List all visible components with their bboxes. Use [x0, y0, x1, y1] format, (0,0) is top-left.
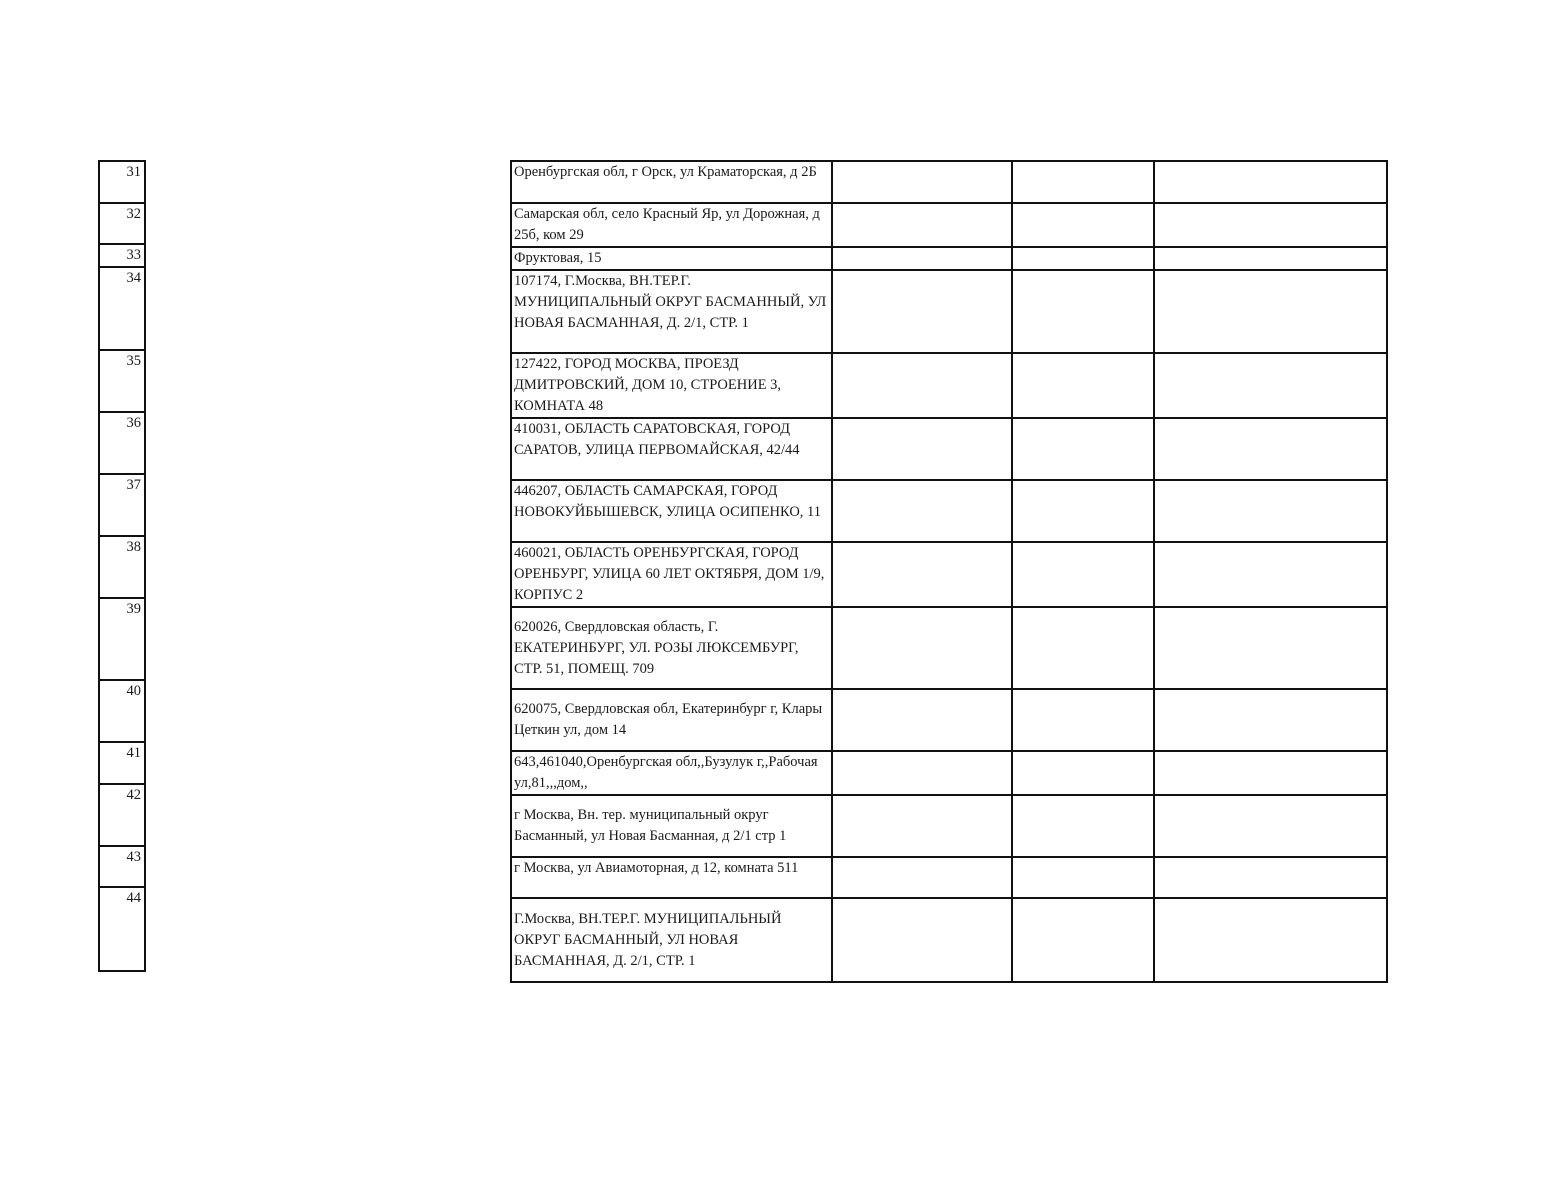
- table-row: [511, 898, 1387, 982]
- row-number: 41: [99, 742, 145, 784]
- empty-cell: [1012, 898, 1154, 982]
- empty-cell: [832, 751, 1012, 795]
- empty-cell: [1012, 353, 1154, 418]
- empty-cell: [1154, 857, 1387, 898]
- table-row: [511, 795, 1387, 857]
- empty-cell: [832, 270, 1012, 353]
- address-cell: 620075, Свердловская обл, Екатеринбург г, Клары Цеткин ул, дом 14: [511, 689, 832, 751]
- table-row: [99, 846, 145, 887]
- address-cell: г Москва, Вн. тер. муниципальный округ Басманный, ул Новая Басманная, д 2/1 стр 1: [511, 795, 832, 857]
- table-row: [511, 857, 1387, 898]
- table-row: [511, 542, 1387, 607]
- row-number: 38: [99, 536, 145, 598]
- address-cell: г Москва, ул Авиамоторная, д 12, комната 511: [511, 857, 832, 898]
- table-row: [99, 244, 145, 267]
- empty-cell: [832, 480, 1012, 542]
- row-number: 32: [99, 203, 145, 244]
- row-number: 34: [99, 267, 145, 350]
- empty-cell: [1154, 247, 1387, 270]
- empty-cell: [1012, 607, 1154, 689]
- empty-cell: [1012, 751, 1154, 795]
- row-number: 36: [99, 412, 145, 474]
- empty-cell: [832, 898, 1012, 982]
- table-row: [99, 598, 145, 680]
- table-row: [511, 203, 1387, 247]
- empty-cell: [832, 161, 1012, 203]
- empty-cell: [1012, 480, 1154, 542]
- empty-cell: [1154, 689, 1387, 751]
- empty-cell: [832, 857, 1012, 898]
- empty-cell: [1012, 795, 1154, 857]
- table-row: [99, 267, 145, 350]
- address-cell: 410031, ОБЛАСТЬ САРАТОВСКАЯ, ГОРОД САРАТОВ, УЛИЦА ПЕРВОМАЙСКАЯ, 42/44: [511, 418, 832, 480]
- empty-cell: [832, 353, 1012, 418]
- address-cell: Оренбургская обл, г Орск, ул Краматорская, д 2Б: [511, 161, 832, 203]
- empty-cell: [1154, 607, 1387, 689]
- address-cell: 460021, ОБЛАСТЬ ОРЕНБУРГСКАЯ, ГОРОД ОРЕНБУРГ, УЛИЦА 60 ЛЕТ ОКТЯБРЯ, ДОМ 1/9, КОРПУС 2: [511, 542, 832, 607]
- row-number: 42: [99, 784, 145, 846]
- table-row: [511, 353, 1387, 418]
- address-cell: Г.Москва, ВН.ТЕР.Г. МУНИЦИПАЛЬНЫЙ ОКРУГ БАСМАННЫЙ, УЛ НОВАЯ БАСМАННАЯ, Д. 2/1, СТР. 1: [511, 898, 832, 982]
- table-row: [99, 784, 145, 846]
- empty-cell: [1154, 898, 1387, 982]
- address-cell: Самарская обл, село Красный Яр, ул Дорожная, д 25б, ком 29: [511, 203, 832, 247]
- empty-cell: [1154, 418, 1387, 480]
- table-row: [99, 536, 145, 598]
- table-row: [99, 350, 145, 412]
- address-cell: 127422, ГОРОД МОСКВА, ПРОЕЗД ДМИТРОВСКИЙ, ДОМ 10, СТРОЕНИЕ 3, КОМНАТА 48: [511, 353, 832, 418]
- address-cell: 446207, ОБЛАСТЬ САМАРСКАЯ, ГОРОД НОВОКУЙБЫШЕВСК, УЛИЦА ОСИПЕНКО, 11: [511, 480, 832, 542]
- empty-cell: [832, 418, 1012, 480]
- table-row: [511, 247, 1387, 270]
- row-number: 35: [99, 350, 145, 412]
- table-row: [511, 607, 1387, 689]
- table-row: [99, 474, 145, 536]
- empty-cell: [1154, 270, 1387, 353]
- empty-cell: [1012, 418, 1154, 480]
- empty-cell: [832, 795, 1012, 857]
- table-row: [511, 751, 1387, 795]
- empty-cell: [1154, 203, 1387, 247]
- empty-cell: [1154, 542, 1387, 607]
- address-cell: 107174, Г.Москва, ВН.ТЕР.Г. МУНИЦИПАЛЬНЫЙ ОКРУГ БАСМАННЫЙ, УЛ НОВАЯ БАСМАННАЯ, Д. 2/1, СТР. 1: [511, 270, 832, 353]
- empty-cell: [1012, 270, 1154, 353]
- table-row: [511, 161, 1387, 203]
- empty-cell: [832, 203, 1012, 247]
- row-number: 33: [99, 244, 145, 267]
- empty-cell: [1012, 161, 1154, 203]
- row-number: 37: [99, 474, 145, 536]
- table-row: [511, 480, 1387, 542]
- row-number: 39: [99, 598, 145, 680]
- table-row: [99, 742, 145, 784]
- empty-cell: [832, 542, 1012, 607]
- empty-cell: [1154, 795, 1387, 857]
- empty-cell: [1012, 857, 1154, 898]
- empty-cell: [1154, 353, 1387, 418]
- empty-cell: [1012, 247, 1154, 270]
- table-row: [99, 412, 145, 474]
- table-row: [99, 161, 145, 203]
- address-cell: 620026, Свердловская область, Г. ЕКАТЕРИНБУРГ, УЛ. РОЗЫ ЛЮКСЕМБУРГ, СТР. 51, ПОМЕЩ. 709: [511, 607, 832, 689]
- empty-cell: [1154, 161, 1387, 203]
- address-table: [510, 160, 1388, 983]
- table-row: [511, 418, 1387, 480]
- table-row: [511, 689, 1387, 751]
- row-number: 40: [99, 680, 145, 742]
- empty-cell: [832, 247, 1012, 270]
- empty-cell: [1012, 203, 1154, 247]
- address-cell: 643,461040,Оренбургская обл,,Бузулук г,,Рабочая ул,81,,,дом,,: [511, 751, 832, 795]
- table-row: [511, 270, 1387, 353]
- row-number: 43: [99, 846, 145, 887]
- empty-cell: [1154, 480, 1387, 542]
- row-number-column: [98, 160, 146, 972]
- address-cell: Фруктовая, 15: [511, 247, 832, 270]
- table-row: [99, 887, 145, 971]
- empty-cell: [1154, 751, 1387, 795]
- empty-cell: [1012, 542, 1154, 607]
- empty-cell: [832, 607, 1012, 689]
- table-row: [99, 680, 145, 742]
- empty-cell: [1012, 689, 1154, 751]
- row-number: 31: [99, 161, 145, 203]
- empty-cell: [832, 689, 1012, 751]
- row-number: 44: [99, 887, 145, 971]
- table-row: [99, 203, 145, 244]
